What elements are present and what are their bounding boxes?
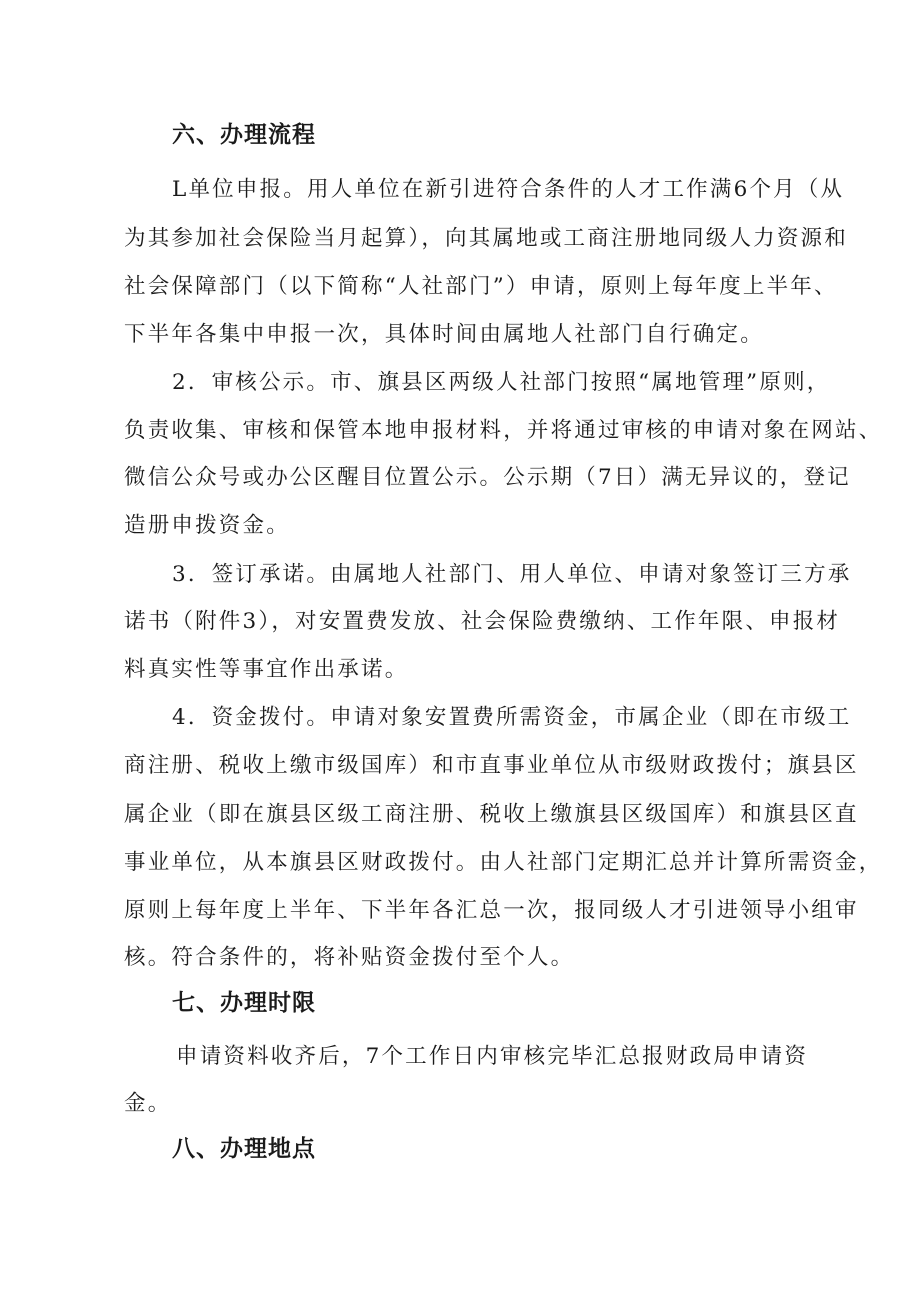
paragraph-line: 3．签订承诺。由属地人社部门、用人单位、申请对象签订三方承	[172, 562, 852, 587]
paragraph-line: 属企业（即在旗县区级工商注册、税收上缴旗县区级国库）和旗县区直	[124, 802, 859, 827]
paragraph-line: 商注册、税收上缴市级国库）和市直事业单位从市级财政拨付；旗县区	[124, 753, 859, 778]
paragraph-line: 事业单位，从本旗县区财政拨付。由人社部门定期汇总并计算所需资金，	[124, 850, 883, 875]
paragraph-line: 为其参加社会保险当月起算），向其属地或工商注册地同级人力资源和	[124, 226, 848, 251]
paragraph-line: 原则上每年度上半年、下半年各汇总一次，报同级人才引进领导小组审	[124, 898, 859, 923]
paragraph-line: 金。	[124, 1091, 172, 1116]
paragraph-line: 造册申拨资金。	[124, 513, 290, 538]
section-heading-time-limit: 七、办理时限	[172, 990, 316, 1016]
paragraph-line: 2．审核公示。市、旗县区两级人社部门按照“属地管理”原则，	[172, 370, 831, 395]
section-heading-process: 六、办理流程	[172, 122, 316, 148]
paragraph-line: L单位申报。用人单位在新引进符合条件的人才工作满6个月（从	[172, 177, 845, 202]
paragraph-line: 下半年各集中申报一次，具体时间由属地人社部门自行确定。	[124, 322, 764, 347]
paragraph-line: 料真实性等事宜作出承诺。	[124, 657, 409, 682]
paragraph-line: 社会保障部门（以下简称“人社部门”）申请，原则上每年度上半年、	[124, 274, 838, 299]
paragraph-line: 微信公众号或办公区醒目位置公示。公示期（7日）满无异议的，登记	[124, 465, 851, 490]
paragraph-line: 4．资金拨付。申请对象安置费所需资金，市属企业（即在市级工	[172, 705, 852, 730]
section-heading-location: 八、办理地点	[172, 1136, 316, 1162]
paragraph-line: 核。符合条件的，将补贴资金拨付至个人。	[124, 945, 575, 970]
paragraph-line: 诺书（附件3），对安置费发放、社会保险费缴纳、工作年限、申报材	[124, 609, 841, 634]
paragraph-line: 负责收集、审核和保管本地申报材料，并将通过审核的申请对象在网站、	[124, 418, 883, 443]
paragraph-line: 申请资料收齐后，7个工作日内审核完毕汇总报财政局申请资	[176, 1044, 809, 1069]
